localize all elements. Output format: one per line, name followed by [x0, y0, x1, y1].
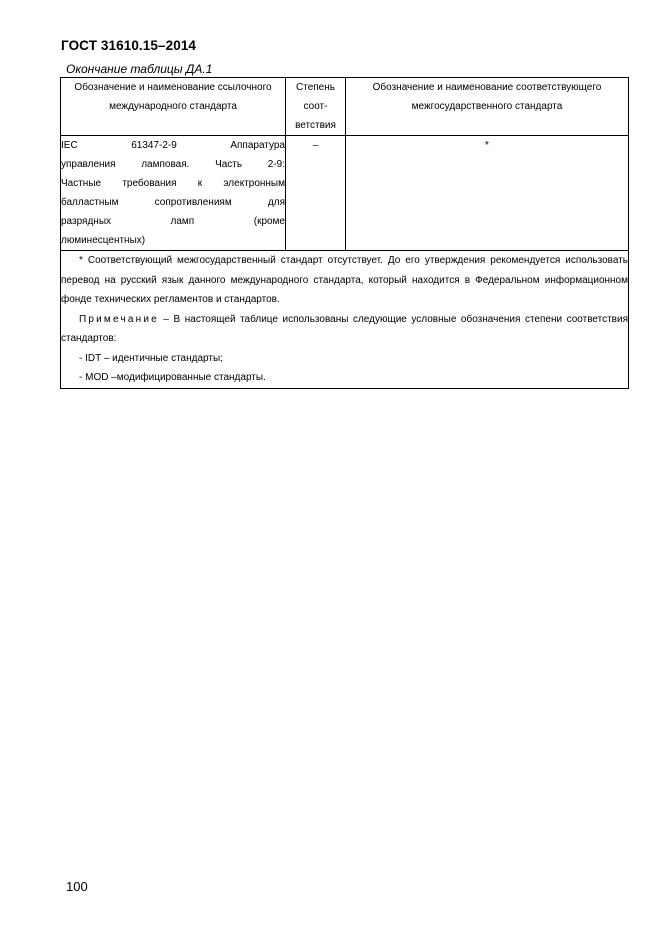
cell-interstate-standard: *	[346, 136, 629, 251]
note-label: Примечание	[79, 313, 159, 325]
table-header-row	[61, 78, 629, 136]
page-number: 100	[66, 879, 88, 894]
table-caption: Окончание таблицы ДА.1	[66, 62, 213, 76]
header-degree-of-correspondence: Степень соот- ветствия	[286, 78, 346, 136]
header-interstate-standard: Обозначение и наименование соответствующего межгосударственного стандарта	[346, 78, 629, 136]
note	[61, 310, 628, 349]
footnote: * Соответствующий межгосударственный стандарт отсутствует. До его утверждения рекомендуется использовать перевод на русский язык данного международного стандарта, который находится в Федеральном информационном фонде технических регламентов и стандартов.	[61, 255, 628, 305]
table-row	[61, 136, 629, 251]
notes-row	[61, 251, 629, 389]
header-international-standard: Обозначение и наименование ссылочного международного стандарта	[61, 78, 286, 136]
table-notes	[61, 251, 629, 389]
list-item: - IDT – идентичные стандарты;	[79, 352, 223, 364]
correspondence-table	[60, 77, 629, 389]
document-code: ГОСТ 31610.15–2014	[61, 38, 197, 53]
cell-degree: –	[286, 136, 346, 251]
list-item: - MOD –модифицированные стандарты.	[79, 372, 266, 383]
note-text: – В настоящей таблице использованы следующие условные обозначения степени соответствия стандартов:	[61, 313, 628, 344]
cell-international-standard: IEC 61347-2-9 Аппаратура управления ламповая. Часть 2-9: Частные требования к электронным балластным сопротивлениям для разрядных ламп (кроме люминесцентных)	[61, 136, 286, 251]
